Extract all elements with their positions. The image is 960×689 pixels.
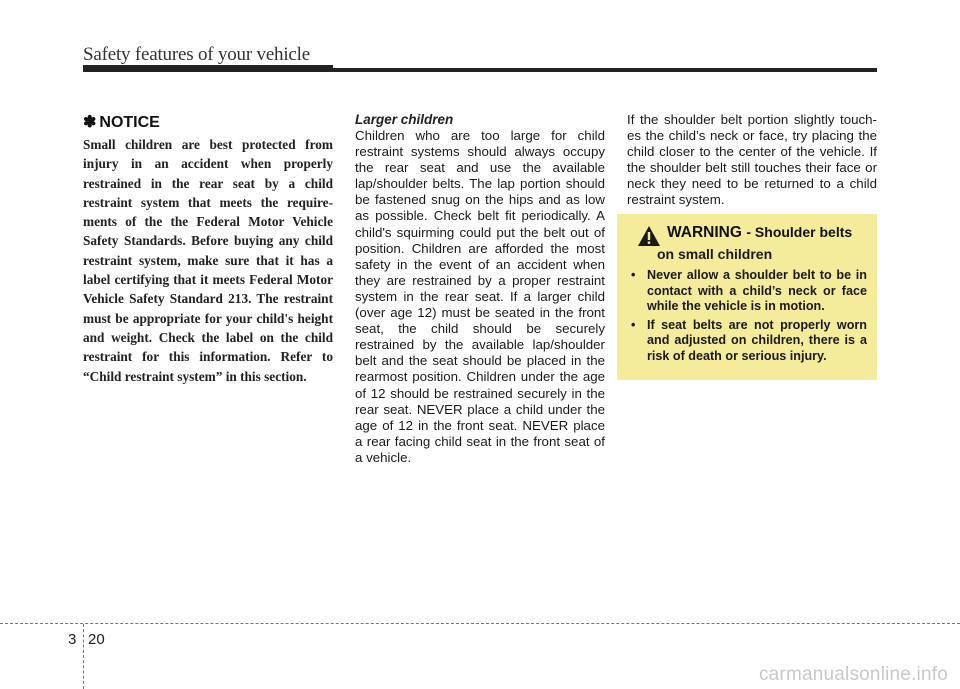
warning-item-text: If seat belts are not properly worn and adjusted on children, there is a risk of death or serious injury. xyxy=(647,317,867,363)
warning-word: WARNING xyxy=(667,224,742,241)
header-rule-accent xyxy=(83,65,333,72)
larger-children-body: Children who are too large for child restraint systems should always occupy the rear seat and use the available lap/shoulder belts. The lap portion should be fastened snug on the hips and as low as possible. Check belt fit periodically. A child's squirming could put the belt out of position. Children are afforded the most safety in the event of an accident when they are restrained by a proper restraint system in the rear seat. If a larger child (over age 12) must be seated in the front seat, the child should be securely restrained by the available lap/shoulder belt and the seat should be placed in the rearmost position. Children under the age of 12 should be restrained securely in the rear seat. NEVER place a child under the age of 12 in the front seat. NEVER place a rear facing child seat in the front seat of a vehicle. xyxy=(355,128,605,465)
warning-item xyxy=(629,268,867,315)
notice-heading xyxy=(83,112,333,132)
notice-star-icon: ✽ xyxy=(83,114,97,131)
warning-item xyxy=(629,318,867,365)
bullet-icon: • xyxy=(631,268,636,282)
shoulder-tip-body: If the shoulder belt portion slightly touch-es the child’s neck or face, try placing the child closer to the center of the vehicle. If the shoulder belt still touches their face or neck they need to be returned to a child restraint system. xyxy=(627,112,877,208)
page-section-title: Safety features of your vehicle xyxy=(83,44,310,65)
warning-heading xyxy=(637,224,867,247)
larger-children-heading: Larger children xyxy=(355,112,454,127)
page-number: 20 xyxy=(88,631,105,648)
warning-subtitle-2: on small children xyxy=(657,246,773,262)
shoulder-tip-column xyxy=(627,112,877,209)
warning-title xyxy=(667,224,852,242)
warning-item-text: Never allow a shoulder belt to be in contact with a child’s neck or face while the vehicle is in motion. xyxy=(647,268,867,314)
warning-triangle-icon xyxy=(637,225,661,247)
warning-box xyxy=(617,214,877,380)
watermark: carmanualsonline.info xyxy=(758,664,948,685)
notice-body: Small children are best protected from injury in an accident when properly restrained in the rear seat by a child restraint system that meets the require-ments of the the Federal Motor Vehicle Safety Standards. Before buying any child restraint system, make sure that it has a label certifying that it meets Federal Motor Vehicle Safety Standard 213. The restraint must be appropriate for your child's height and weight. Check the label on the child restraint for this information. Refer to “Child restraint system” in this section. xyxy=(83,137,333,384)
footer-divider xyxy=(83,624,84,689)
notice-title: NOTICE xyxy=(99,114,160,131)
warning-subtitle-1: - Shoulder belts xyxy=(746,224,853,240)
larger-children-column xyxy=(355,112,605,466)
notice-column xyxy=(83,112,333,386)
chapter-number: 3 xyxy=(68,631,77,648)
warning-list xyxy=(629,268,867,365)
bullet-icon: • xyxy=(631,317,636,332)
footer-rule xyxy=(0,623,960,624)
